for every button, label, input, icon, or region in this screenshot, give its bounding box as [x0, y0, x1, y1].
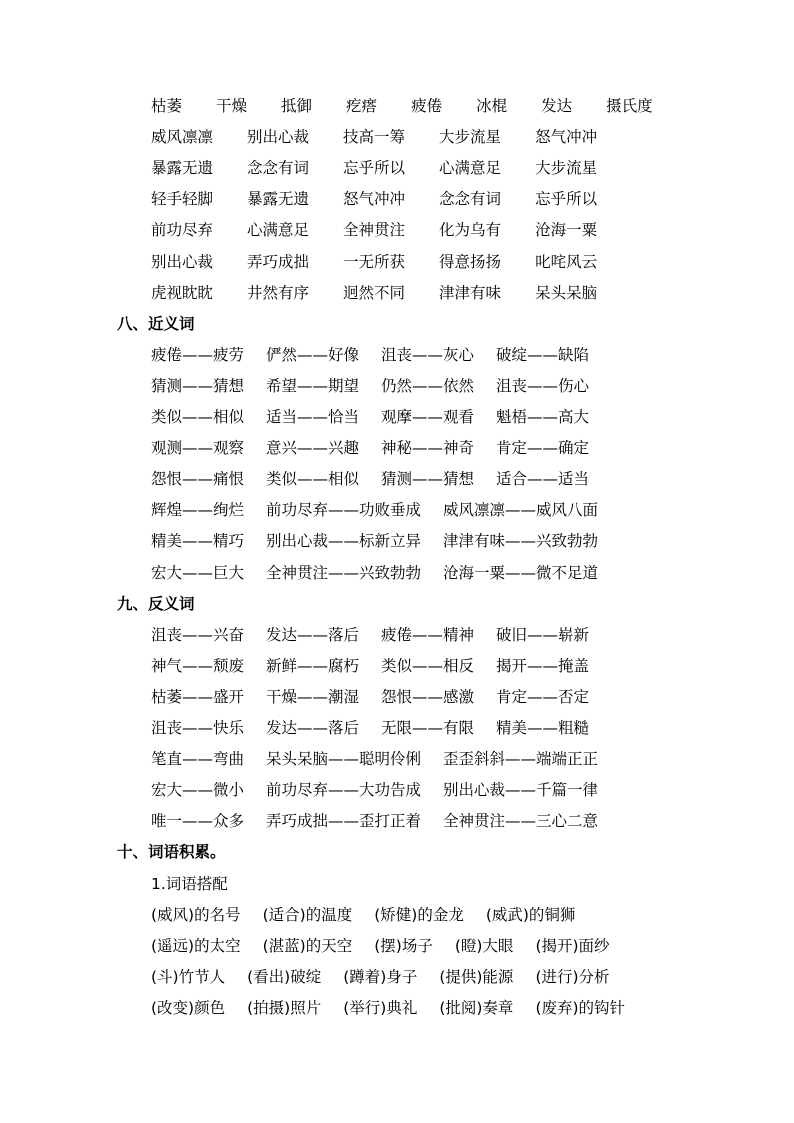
word-item: 轻手轻脚 — [151, 190, 214, 209]
word-item: (揭开)面纱 — [535, 936, 610, 955]
word-item: 疙瘩 — [346, 97, 378, 115]
word-item: 抵御 — [281, 97, 313, 115]
word-item: 别出心裁 — [247, 128, 310, 147]
word-item: 井然有序 — [247, 283, 310, 302]
word-item: 适当——恰当 — [266, 408, 360, 426]
word-item: 类似——相似 — [151, 408, 245, 426]
antonym-row — [151, 622, 589, 648]
word-item: 心满意足 — [247, 221, 310, 240]
word-item: 别出心裁 — [151, 252, 214, 271]
word-item: 观测——观察 — [151, 439, 245, 458]
word-item: 发达 — [541, 97, 573, 115]
word-row — [151, 155, 597, 181]
word-item: 破绽——缺陷 — [496, 345, 590, 364]
word-item: 大步流星 — [535, 159, 598, 178]
word-item: 威风凛凛——威风八面 — [443, 501, 599, 520]
word-row — [151, 249, 597, 275]
word-item: 沮丧——灰心 — [381, 345, 475, 364]
word-item: 沮丧——兴奋 — [151, 625, 245, 644]
word-item: 唯一——众多 — [151, 812, 245, 831]
antonym-row — [151, 653, 589, 679]
word-item: 呆头呆脑——聪明伶俐 — [266, 750, 422, 769]
word-item: 怒气冲冲 — [343, 190, 406, 209]
word-item: (威风)的名号 — [151, 905, 241, 924]
word-item: 精美——精巧 — [151, 532, 245, 551]
word-item: 枯萎——盛开 — [151, 687, 245, 706]
word-item: (瞪)大眼 — [454, 936, 514, 955]
word-item: 俨然——好像 — [266, 345, 360, 364]
word-item: (矫健)的金龙 — [374, 905, 464, 924]
synonym-row — [151, 528, 598, 554]
word-item: 技高一筹 — [343, 128, 406, 147]
word-item: (提供)能源 — [439, 967, 514, 986]
word-item: 弄巧成拙——歪打正着 — [266, 812, 422, 831]
word-item: 冰棍 — [476, 97, 508, 115]
word-item: 观摩——观看 — [381, 408, 475, 426]
collocation-row — [151, 995, 625, 1021]
word-item: 津津有味 — [439, 283, 502, 302]
word-item: 沧海一粟 — [535, 221, 598, 240]
word-item: 别出心裁——千篇一律 — [443, 781, 599, 800]
collocation-row — [151, 902, 575, 928]
synonym-row — [151, 466, 589, 492]
word-row — [151, 93, 653, 119]
word-item: 宏大——微小 — [151, 781, 245, 800]
word-item: 适合——适当 — [496, 470, 590, 489]
word-item: (威武)的铜狮 — [485, 905, 576, 924]
synonym-row — [151, 497, 598, 523]
word-item: 前功尽弃——大功告成 — [266, 781, 422, 800]
word-item: (斗)竹节人 — [151, 967, 226, 986]
word-item: 怨恨——感激 — [381, 687, 475, 706]
word-item: 弄巧成拙 — [247, 252, 310, 271]
antonym-row — [151, 746, 598, 772]
word-item: 一无所获 — [343, 252, 406, 271]
word-row — [151, 280, 597, 306]
antonym-row — [151, 684, 589, 710]
word-item: (适合)的温度 — [262, 905, 353, 924]
word-item: 津津有味——兴致勃勃 — [443, 532, 599, 551]
collocation-row — [151, 933, 610, 959]
word-item: 念念有词 — [247, 159, 310, 178]
word-item: 猜测——猜想 — [381, 470, 475, 489]
word-item: 肯定——确定 — [496, 439, 590, 458]
synonym-row — [151, 435, 589, 461]
word-item: (看出)破绽 — [247, 967, 322, 986]
word-item: 类似——相反 — [381, 656, 475, 675]
word-item: 沮丧——伤心 — [496, 376, 590, 395]
word-item: 疲倦 — [411, 97, 443, 115]
word-item: 揭开——掩盖 — [496, 656, 590, 675]
word-item: (摆)场子 — [374, 936, 433, 955]
word-item: 念念有词 — [439, 190, 502, 209]
word-item: (蹲着)身子 — [343, 967, 418, 986]
word-item: 沮丧——快乐 — [151, 719, 245, 737]
word-item: 前功尽弃——功败垂成 — [266, 501, 422, 520]
word-item: 新鲜——腐朽 — [266, 656, 360, 675]
word-item: 摄氏度 — [606, 97, 653, 115]
word-item: 破旧——崭新 — [496, 625, 590, 644]
antonym-row — [151, 715, 589, 741]
word-item: 猜测——猜想 — [151, 376, 245, 395]
word-item: (湛蓝)的天空 — [262, 936, 353, 955]
word-item: 枯萎 — [151, 97, 183, 115]
word-item: (进行)分析 — [535, 967, 610, 986]
word-item: 疲倦——疲劳 — [151, 345, 245, 364]
synonym-row — [151, 560, 598, 586]
word-item: 心满意足 — [439, 159, 502, 178]
word-item: 虎视眈眈 — [151, 283, 214, 302]
word-item: 无限——有限 — [381, 719, 475, 737]
word-item: 发达——落后 — [266, 719, 360, 737]
word-item: 神气——颓废 — [151, 656, 245, 675]
word-item: 类似——相似 — [266, 470, 360, 489]
word-item: 迥然不同 — [343, 283, 406, 302]
word-item: 全神贯注——兴致勃勃 — [266, 563, 422, 582]
word-item: 神秘——神奇 — [381, 439, 475, 458]
word-item: 叱咤风云 — [535, 252, 598, 271]
word-item: 意兴——兴趣 — [266, 439, 360, 458]
word-item: 肯定——否定 — [496, 687, 590, 706]
word-item: 仍然——依然 — [381, 376, 475, 395]
word-item: (举行)典礼 — [343, 998, 418, 1017]
word-item: 化为乌有 — [439, 221, 502, 240]
word-item: 怨恨——痛恨 — [151, 470, 245, 489]
word-item: 笔直——弯曲 — [151, 750, 245, 769]
word-item: 忘乎所以 — [343, 159, 406, 178]
word-item: 前功尽弃 — [151, 221, 214, 240]
section-heading-synonyms: 八、近义词 — [117, 314, 195, 333]
subsection-title: 1.词语搭配 — [151, 874, 228, 893]
antonym-row — [151, 777, 598, 803]
section-heading-accumulation: 十、词语积累。 — [117, 843, 226, 862]
word-row — [151, 217, 597, 243]
synonym-row — [151, 373, 589, 399]
word-item: 得意扬扬 — [439, 252, 502, 271]
word-row — [151, 124, 597, 150]
word-item: 宏大——巨大 — [151, 563, 245, 582]
word-item: (批阅)奏章 — [439, 998, 514, 1017]
word-item: 全神贯注 — [343, 221, 406, 240]
word-item: 干燥——潮湿 — [266, 687, 360, 706]
word-item: 暴露无遗 — [151, 159, 214, 178]
word-item: 魁梧——高大 — [496, 408, 590, 426]
word-item: 发达——落后 — [266, 625, 360, 644]
word-item: 希望——期望 — [266, 376, 360, 395]
word-item: 辉煌——绚烂 — [151, 501, 245, 520]
word-item: 暴露无遗 — [247, 190, 310, 209]
word-item: (废弃)的钩针 — [535, 998, 626, 1017]
synonym-row — [151, 404, 589, 430]
word-item: 疲倦——精神 — [381, 625, 475, 644]
word-item: (遥远)的太空 — [151, 936, 241, 955]
section-heading-antonyms: 九、反义词 — [117, 594, 195, 613]
word-item: 精美——粗糙 — [496, 719, 590, 737]
word-item: 怒气冲冲 — [535, 128, 598, 147]
word-item: (改变)颜色 — [151, 998, 226, 1017]
collocation-row — [151, 964, 610, 990]
word-item: 呆头呆脑 — [535, 283, 598, 302]
word-item: 威风凛凛 — [151, 128, 214, 147]
word-item: 大步流星 — [439, 128, 502, 147]
word-item: 全神贯注——三心二意 — [443, 812, 599, 831]
word-item: 别出心裁——标新立异 — [266, 532, 422, 551]
word-item: 忘乎所以 — [535, 190, 598, 209]
word-item: 沧海一粟——微不足道 — [443, 563, 599, 582]
antonym-row — [151, 808, 598, 834]
word-row — [151, 186, 597, 212]
word-item: (拍摄)照片 — [247, 998, 322, 1017]
synonym-row — [151, 342, 589, 368]
word-item: 歪歪斜斜——端端正正 — [443, 750, 599, 769]
word-item: 干燥 — [216, 97, 248, 115]
